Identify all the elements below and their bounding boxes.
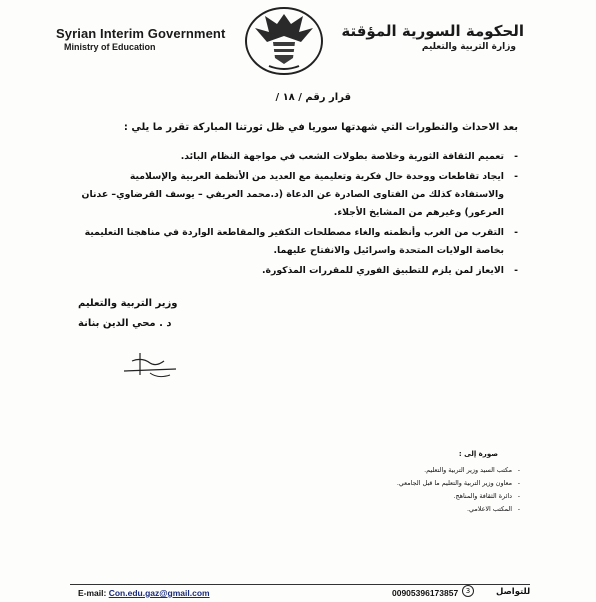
arabic-government-title: الحكومة السورية المؤقتة (341, 22, 524, 40)
cc-recipient: معاون وزير التربية والتعليم ما قبل الجامعي. (396, 479, 512, 487)
cc-recipient: المكتب الاعلامي. (466, 505, 512, 513)
decision-number: قرار رقم / ١٨ / (275, 92, 351, 103)
bullet-dash: - (517, 466, 520, 474)
list-item (380, 490, 520, 503)
arabic-ministry-subtitle: وزارة التربية والتعليم (421, 42, 516, 52)
contact-label: للتواصل (496, 587, 531, 597)
eagle-emblem-icon (243, 6, 325, 76)
decision-items-list (78, 148, 518, 282)
footer-email (78, 588, 210, 598)
cc-recipient: مكتب السيد وزير التربية والتعليم. (424, 466, 512, 474)
english-ministry-subtitle: Ministry of Education (64, 42, 156, 52)
item-text: التقرب من الغرب وأنظمته والغاء مصطلحات التكفير والمقاطعة الواردة في مناهجنا التعليمية بخاصة الولايات المتحدة واسرائيل والانفتاح عليهما. (84, 227, 504, 256)
bullet-dash: - (514, 151, 518, 162)
bullet-dash: - (517, 505, 520, 513)
english-government-title: Syrian Interim Government (56, 26, 226, 41)
item-text: ايجاد تقاطعات ووحدة حال فكرية وتعليمية مع العديد من الأنظمة العربية والإسلامية والاستفادة كذلك من الفتاوى الصادرة عن الدعاة (د.محمد العريفي – يوسف القرضاوي– عدنان العرعور) وغيرهم من المشايخ الأجلاء. (81, 171, 504, 218)
bullet-dash: - (514, 265, 518, 276)
list-item (78, 262, 518, 280)
item-text: الايعاز لمن يلزم للتطبيق الفوري للمقررات المذكورة. (261, 265, 504, 276)
signatory-title: وزير التربية والتعليم (78, 298, 178, 309)
list-item (380, 464, 520, 477)
list-item (380, 477, 520, 490)
cc-recipients-list (380, 464, 520, 516)
email-label: E-mail: (78, 588, 107, 598)
cc-recipient: دائرة الثقافة والمناهج. (453, 492, 512, 500)
list-item (78, 224, 518, 260)
footer-circle-marker: 3 (462, 585, 474, 597)
list-item (78, 148, 518, 166)
item-text: تعميم الثقافة الثورية وخلاصة بطولات الشعب في مواجهة النظام البائد. (180, 151, 504, 162)
footer-phone: 00905396173857 (392, 588, 459, 598)
footer-divider (70, 584, 530, 585)
handwritten-signature-icon (120, 345, 180, 385)
bullet-dash: - (514, 171, 518, 182)
list-item (78, 168, 518, 222)
email-address-link[interactable]: Con.edu.gaz@gmail.com (108, 588, 210, 598)
intro-paragraph: بعد الاحداث والتطورات التي شهدتها سوريا في ظل ثورتنا المباركة تقرر ما يلي : (123, 122, 518, 133)
bullet-dash: - (517, 479, 520, 487)
list-item (380, 503, 520, 516)
bullet-dash: - (514, 227, 518, 238)
signatory-name: د . محي الدين بنانة (78, 318, 172, 329)
cc-heading: صورة إلى : (458, 450, 498, 458)
bullet-dash: - (517, 492, 520, 500)
